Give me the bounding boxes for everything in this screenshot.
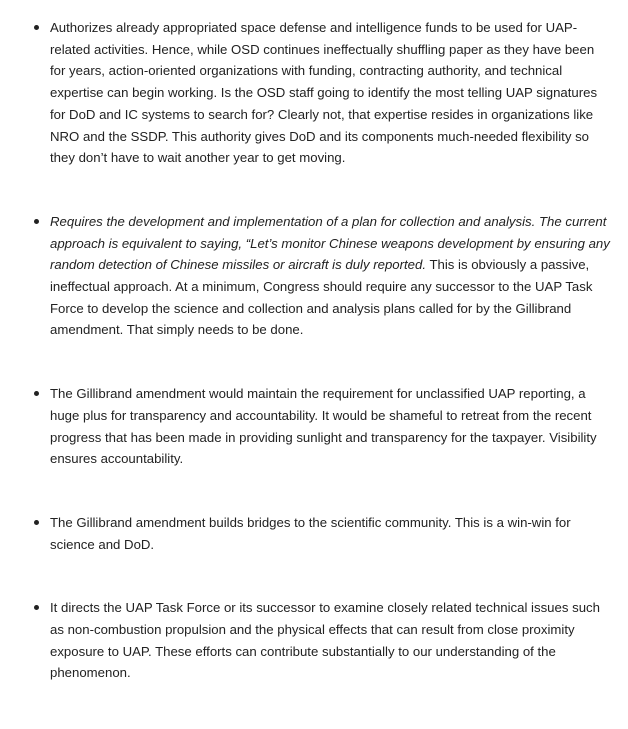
bullet-text: Authorizes already appropriated space defense and intelligence funds to be used for UAP-related activities. Hence, while OSD continues ineffectually shuffling paper as they have been for years, action-oriented organizations with funding, contracting authority, and technical expertise can begin working. Is the OSD staff going to identify the most telling UAP signatures for DoD and IC systems to search for? Clearly not, that expertise resides in organizations like NRO and the SSDP. This authority gives DoD and its components much-needed flexibility so they don’t have to wait another year to get moving. (50, 20, 598, 166)
bullet-italic-text: Requires the development and implementation of a plan for collection and analysis. The current approach is equivalent to saying, “Let’s monitor Chinese weapons development by ensuring any random detection of Chinese missiles or aircraft is duly reported. (50, 213, 610, 273)
bullet-dot-icon (34, 520, 39, 525)
bullet-dot-icon (34, 25, 39, 30)
bullet-text: The Gillibrand amendment would maintain the requirement for unclassified UAP reporting, a huge plus for transparency and accountability. It would be shameful to retreat from the recent progress that has been made in providing sunlight and transparency for the taxpayer. Visibility ensures accountability. (50, 386, 597, 467)
list-item (0, 597, 628, 684)
bullet-regular-text: This is obviously a passive, ineffectual approach. At a minimum, Congress should require any successor to the UAP Task Force to develop the science and collection and analysis plans called for by the Gillibrand amendment. That simply needs to be done. (50, 257, 593, 338)
list-item (0, 383, 628, 470)
list-item (0, 211, 628, 341)
bullet-dot-icon (34, 391, 39, 396)
bullet-dot-icon (34, 605, 39, 610)
bullet-text (50, 211, 610, 341)
list-item (0, 17, 628, 169)
bullet-dot-icon (34, 219, 39, 224)
list-item (0, 512, 628, 555)
bullet-text: It directs the UAP Task Force or its successor to examine closely related technical issues such as non-combustion propulsion and the physical effects that can result from close proximity exposure to UAP. These efforts can contribute substantially to our understanding of the phenomenon. (50, 600, 600, 681)
bullet-list (0, 17, 628, 684)
bullet-text: The Gillibrand amendment builds bridges to the scientific community. This is a win-win for science and DoD. (50, 514, 571, 552)
